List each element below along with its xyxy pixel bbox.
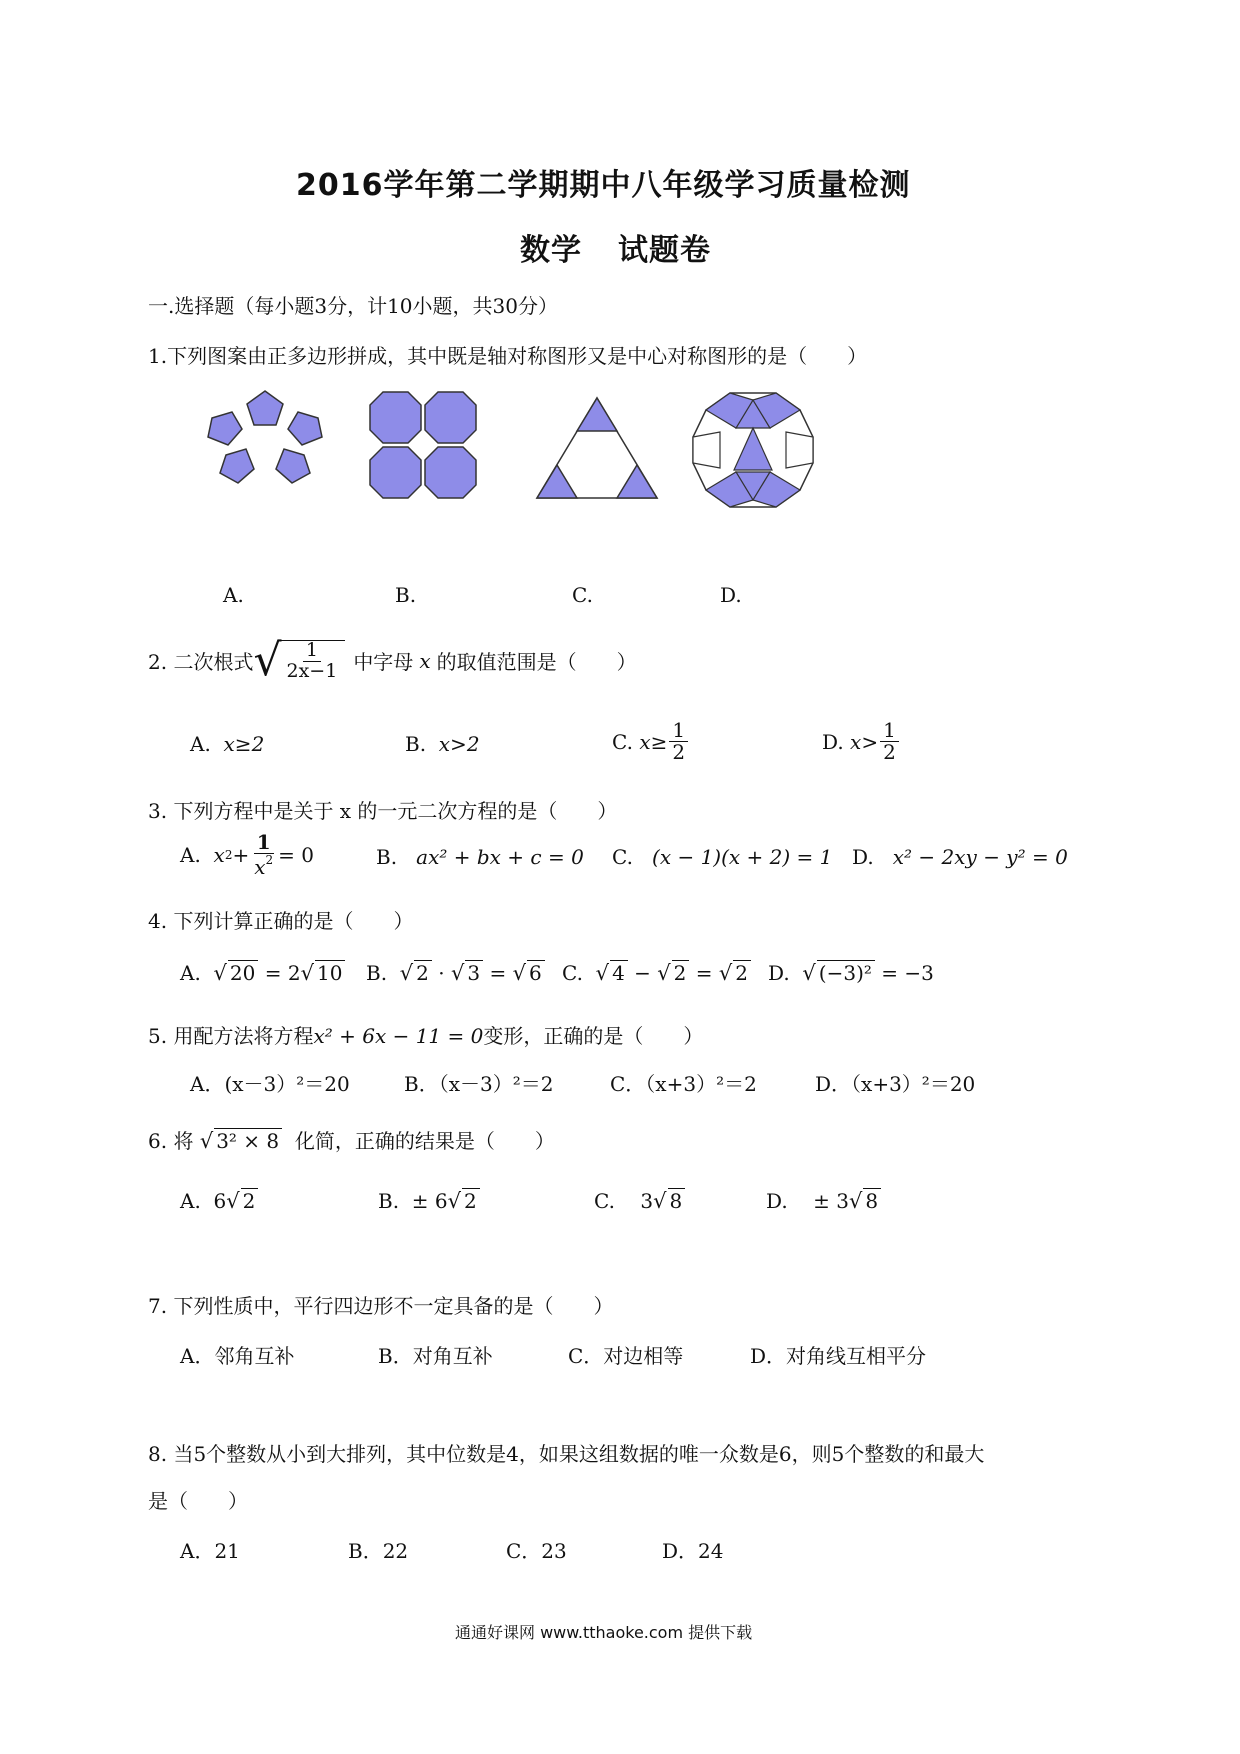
figure-c-triangle [534, 396, 660, 500]
question-6-option-b: B. ± 6√ 2 [378, 1188, 480, 1213]
question-6-option-a: A. 6√ 2 [180, 1188, 258, 1213]
section-heading: 一.选择题（每小题3分，计10小题，共30分） [148, 294, 558, 318]
question-2-var: x [419, 648, 431, 673]
question-8-option-a: A．21 [180, 1539, 240, 1563]
subject-label: 数学 [520, 233, 582, 268]
question-3-option-c: C. (x − 1)(x + 2) = 1 [612, 845, 833, 869]
question-1-option-d: D. [720, 583, 742, 607]
question-7-option-c: C．对边相等 [568, 1344, 684, 1368]
question-5-stem: 5. 用配方法将方程x² + 6x − 11 = 0变形，正确的是（ ） [148, 1024, 704, 1048]
question-2-option-d: D. x> $\frac{1}{2}$ [822, 720, 901, 763]
question-2-option-c: C. x≥ $\frac{1}{2}$ [612, 720, 690, 763]
question-2-radicand [280, 640, 346, 682]
question-2-option-a: A. x≥2 [190, 732, 265, 756]
question-8-stem: 8. 当5个整数从小到大排列，其中位数是4，如果这组数据的唯一众数是6，则5个整数的和最大 [148, 1442, 985, 1466]
question-5-option-a: A．(x－3）²＝20 [190, 1072, 350, 1096]
question-8-option-c: C．23 [506, 1539, 567, 1563]
question-7-option-a: A．邻角互补 [180, 1344, 295, 1368]
question-1-option-b: B. [395, 583, 417, 607]
question-4-option-d: D. √ (−3)² = −3 [768, 961, 934, 985]
question-6-option-c: C. 3√ 8 [594, 1188, 685, 1213]
figure-b-octagons [368, 390, 478, 500]
question-7-option-b: B．对角互补 [378, 1344, 493, 1368]
question-7-option-d: D．对角线互相平分 [750, 1344, 927, 1368]
question-7-stem: 7. 下列性质中，平行四边形不一定具备的是（ ） [148, 1294, 614, 1318]
exam-title: 2016学年第二学期期中八年级学习质量检测 [296, 168, 911, 203]
figure-d-dodecagon [690, 390, 816, 510]
question-3-option-b: B. ax² + bx + c = 0 [376, 845, 584, 869]
figure-a-pentagons [200, 385, 330, 505]
question-2-frac-num: 1 [303, 641, 321, 662]
question-2-stem [148, 634, 637, 686]
question-1-option-c: C. [572, 583, 593, 607]
question-1-stem: 1.下列图案由正多边形拼成，其中既是轴对称图形又是中心对称图形的是（ ） [148, 344, 868, 368]
question-4-option-b: B. √ 2 · √ 3 = √ 6 [366, 960, 545, 985]
radical-sign: √ [253, 634, 282, 686]
question-3-stem: 3. 下列方程中是关于 x 的一元二次方程的是（ ） [148, 799, 618, 823]
question-2-option-b: B. x>2 [405, 732, 480, 756]
question-8-option-d: D．24 [662, 1539, 724, 1563]
question-1-option-a: A. [223, 583, 244, 607]
question-2-post-b: 的取值范围是（ ） [436, 650, 637, 675]
footer-source: 通通好课网 www.tthaoke.com 提供下载 [455, 1623, 753, 1642]
question-5-option-d: D．（x+3）²＝20 [815, 1072, 976, 1096]
question-6-option-d: D. ± 3√ 8 [766, 1188, 881, 1213]
question-3-option-a: A. x 2 + $\frac{1}{x^2}$ = 0 [180, 830, 314, 879]
question-3-option-d: D. x² − 2xy − y² = 0 [852, 845, 1068, 869]
paper-label: 试题卷 [618, 233, 711, 268]
question-8-option-b: B．22 [348, 1539, 409, 1563]
question-4-option-c: C. √ 4 − √ 2 = √ 2 [562, 960, 751, 985]
question-5-option-c: C．（x+3）²＝2 [610, 1072, 757, 1096]
question-4-stem: 4. 下列计算正确的是（ ） [148, 909, 414, 933]
question-4-option-a: A. √ 20 = 2√ 10 [180, 960, 345, 985]
question-2-post-a: 中字母 [353, 650, 414, 675]
question-6-stem: 6. 将 √ 3² × 8 化简，正确的结果是（ ） [148, 1129, 555, 1153]
question-2-frac-den: 2x−1 [286, 659, 338, 682]
question-5-option-b: B．（x－3）²＝2 [404, 1072, 554, 1096]
question-8-stem-cont: 是（ ） [148, 1489, 248, 1513]
question-2-pre: 2. 二次根式 [148, 650, 254, 675]
